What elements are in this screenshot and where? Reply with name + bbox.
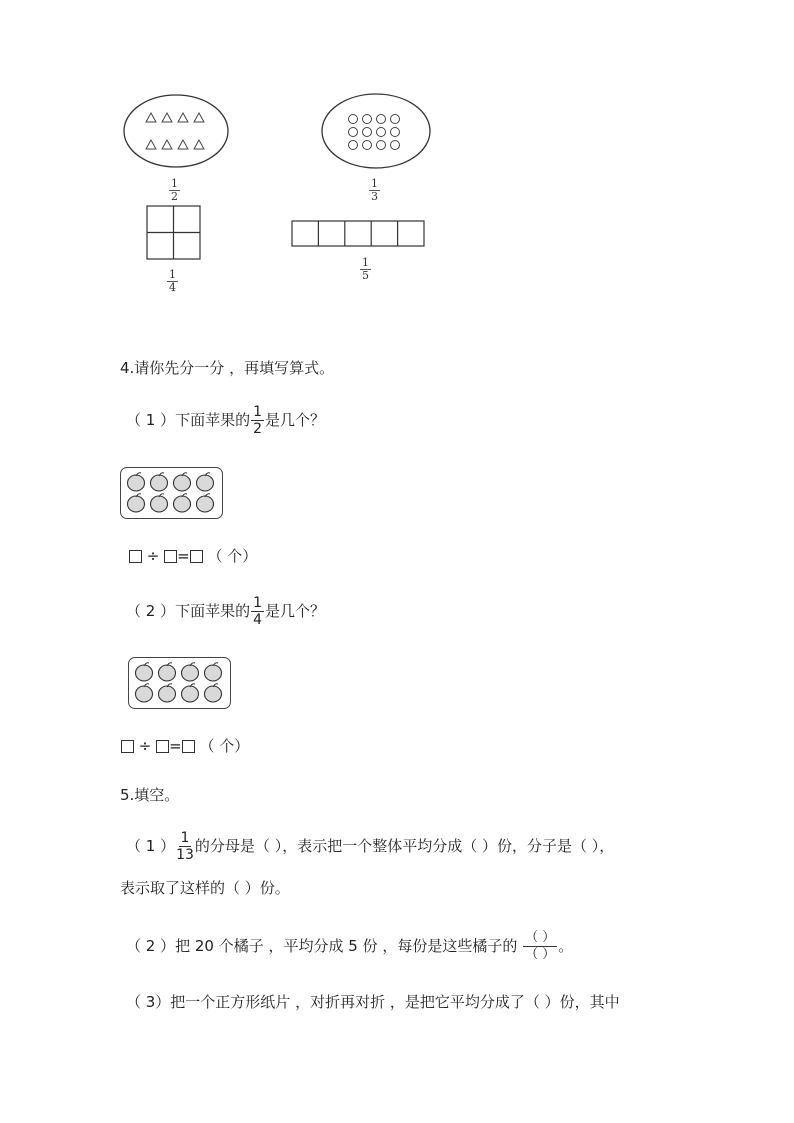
apple-icon <box>151 473 168 491</box>
apple-icon <box>197 473 214 491</box>
apple-icon <box>182 663 199 681</box>
triangle <box>178 140 188 149</box>
fraction-denominator: 5 <box>362 269 369 282</box>
q5-part2-text: （ 2 ）把 20 个橘子 ，平均分成 5 份 ，每份是这些橘子的 <box>126 937 518 955</box>
q5-part2 <box>126 930 573 963</box>
fraction-numerator: 1 <box>180 830 190 846</box>
square-grid <box>147 206 200 259</box>
circle <box>391 128 400 137</box>
answer-box[interactable] <box>164 550 177 563</box>
apple-icon <box>128 473 145 491</box>
fraction-numerator: 1 <box>169 268 176 281</box>
fraction-half <box>169 178 180 203</box>
fraction-denominator: 4 <box>253 612 263 628</box>
apple-icon <box>151 494 168 512</box>
triangle <box>162 113 172 122</box>
strip-grid <box>292 221 424 246</box>
circle <box>363 115 372 124</box>
unit-text: （ 个） <box>207 547 258 565</box>
q4-part1-fraction <box>251 404 264 437</box>
q5-part1-label: （ 1 ） <box>126 837 176 855</box>
triangle <box>146 113 156 122</box>
answer-box[interactable] <box>121 740 134 753</box>
circle <box>363 141 372 150</box>
q4-part2-question <box>126 595 325 628</box>
q5-part1-text: 的分母是（ ），表示把一个整体平均分成（ ）份，分子是（ ）， <box>194 837 615 855</box>
q4-part2-fraction <box>251 595 264 628</box>
q5-part2-fraction <box>523 930 557 963</box>
circle <box>349 141 358 150</box>
q5-part1-fraction <box>176 830 194 863</box>
q5-part3: （ 3）把一个正方形纸片 ，对折再对折 ，是把它平均分成了（ ）份，其中 <box>126 993 620 1011</box>
fraction-numerator: 1 <box>253 595 263 611</box>
circles-group <box>349 115 400 150</box>
figures-svg <box>0 0 794 310</box>
fraction-numerator: 1 <box>253 404 263 420</box>
ellipse-triangles <box>124 95 228 167</box>
q4-part1-suffix: 是几个？ <box>265 411 326 429</box>
q5-part1-line2: 表示取了这样的（ ）份。 <box>120 879 290 897</box>
q4-part2-suffix: 是几个？ <box>265 602 326 620</box>
unit-text: （ 个） <box>199 737 250 755</box>
q4-part1-label: （ 1 ）下面苹果的 <box>126 411 251 429</box>
q4-part1-question <box>126 404 325 437</box>
fraction-denominator[interactable]: （ ） <box>525 947 556 962</box>
circle <box>391 141 400 150</box>
divide-sign: ÷ <box>146 547 160 565</box>
apple-icon <box>174 494 191 512</box>
apple-icon <box>159 663 176 681</box>
q4-part2-label: （ 2 ）下面苹果的 <box>126 602 251 620</box>
answer-box[interactable] <box>190 550 203 563</box>
fraction-denominator: 13 <box>176 847 194 863</box>
triangle <box>178 113 188 122</box>
apple-icon <box>136 663 153 681</box>
apple-icon <box>136 684 153 702</box>
fraction-fifth <box>360 257 371 282</box>
answer-box[interactable] <box>182 740 195 753</box>
q4-part1-equation <box>129 546 257 566</box>
apple-icon <box>128 494 145 512</box>
apple-icon <box>205 663 222 681</box>
fraction-denominator: 2 <box>171 190 178 203</box>
triangle <box>194 140 204 149</box>
circle <box>377 141 386 150</box>
fraction-denominator: 3 <box>371 190 378 203</box>
circle <box>349 128 358 137</box>
equals-sign: = <box>169 737 182 755</box>
fraction-denominator: 4 <box>169 281 176 294</box>
q4-part2-equation <box>121 736 249 756</box>
fraction-quarter <box>167 269 178 294</box>
triangle <box>194 113 204 122</box>
apples-1 <box>120 467 223 519</box>
q4-title: 4.请你先分一分 ，再填写算式。 <box>120 359 335 377</box>
fraction-denominator: 2 <box>253 421 263 437</box>
apple-icon <box>159 684 176 702</box>
apple-icon <box>182 684 199 702</box>
triangle <box>162 140 172 149</box>
circle <box>391 115 400 124</box>
triangles-group <box>146 113 204 149</box>
fraction-numerator[interactable]: （ ） <box>525 930 556 945</box>
q5-part1-line1 <box>126 830 614 863</box>
circle <box>377 128 386 137</box>
answer-box[interactable] <box>156 740 169 753</box>
fraction-third <box>369 178 380 203</box>
q5-title: 5.填空。 <box>120 786 180 804</box>
triangle <box>146 140 156 149</box>
fraction-numerator: 1 <box>362 256 369 269</box>
apple-icon <box>205 684 222 702</box>
ellipse-circles <box>322 94 430 168</box>
circle <box>349 115 358 124</box>
answer-box[interactable] <box>129 550 142 563</box>
divide-sign: ÷ <box>138 737 152 755</box>
fraction-numerator: 1 <box>171 177 178 190</box>
apple-icon <box>174 473 191 491</box>
apple-icon <box>197 494 214 512</box>
q5-part2-end: 。 <box>558 937 574 955</box>
circle <box>363 128 372 137</box>
fraction-numerator: 1 <box>371 177 378 190</box>
circle <box>377 115 386 124</box>
equals-sign: = <box>177 547 190 565</box>
apples-2 <box>128 657 231 709</box>
